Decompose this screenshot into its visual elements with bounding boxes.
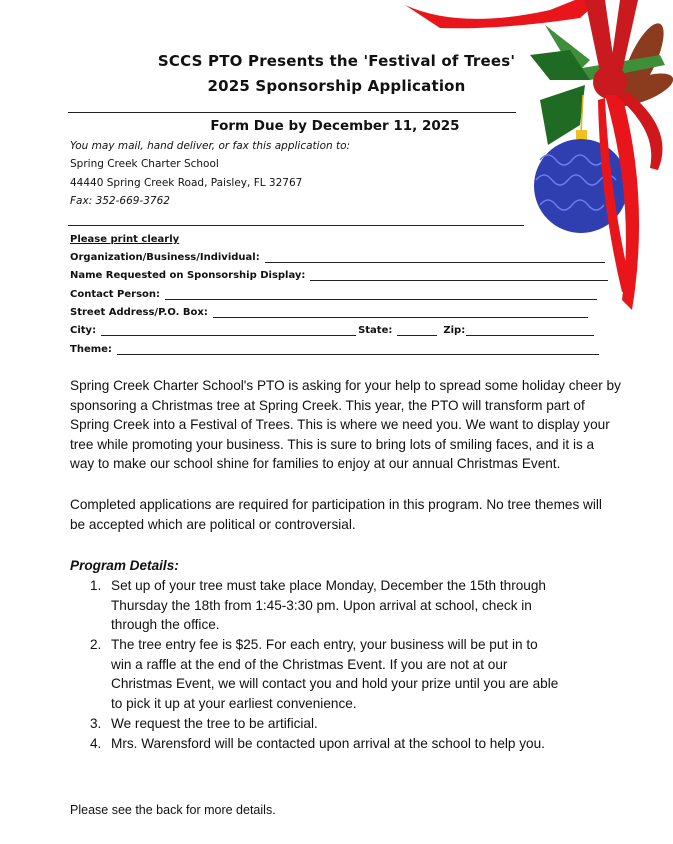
street-field[interactable] [70, 305, 588, 318]
state-label: State: [358, 325, 393, 336]
list-line: Christmas Event, we will contact you and hold your prize until you are able [111, 676, 559, 692]
paragraph-line: Spring Creek into a Festival of Trees. This is where we need you. We want to display your [70, 417, 610, 433]
list-item [90, 576, 546, 635]
list-number: 2. [90, 637, 102, 652]
paragraph-line: tree while promoting your business. This is sure to bring lots of smiling faces, and it is a [70, 436, 595, 452]
list-line: Thursday the 18th from 1:45-3:30 pm. Upon arrival at school, check in [111, 597, 532, 613]
state-line[interactable] [397, 324, 437, 336]
list-number: 3. [90, 716, 102, 731]
theme-label: Theme: [70, 344, 112, 355]
city-line[interactable] [101, 324, 356, 336]
school-name: Spring Creek Charter School [70, 158, 219, 170]
paragraph-line: be accepted which are political or controversial. [70, 516, 356, 532]
requirements-paragraph [70, 495, 602, 534]
list-item [90, 734, 545, 754]
zip-line[interactable] [466, 324, 594, 336]
list-line: to pick it up at your earliest convenience. [111, 695, 357, 711]
zip-label: Zip: [443, 325, 466, 336]
paragraph-line: sponsoring a Christmas tree at Spring Creek. This year, the PTO will transform part of [70, 397, 585, 413]
form-due-date: Form Due by December 11, 2025 [210, 118, 460, 134]
display-name-line[interactable] [310, 269, 608, 281]
intro-paragraph [70, 376, 621, 474]
organization-field[interactable] [70, 250, 605, 263]
program-details-heading: Program Details: [70, 558, 179, 573]
list-line: The tree entry fee is $25. For each entry, your business will be put in to [111, 637, 538, 652]
paragraph-line: Completed applications are required for participation in this program. No tree themes will [70, 497, 602, 512]
street-line[interactable] [213, 306, 588, 318]
list-line: We request the tree to be artificial. [111, 716, 318, 731]
paragraph-line: way to make our school shine for families to enjoy at our annual Christmas Event. [70, 456, 561, 472]
footer-note: Please see the back for more details. [70, 803, 276, 817]
organization-line[interactable] [265, 251, 605, 263]
list-item [90, 714, 318, 734]
fax-number: Fax: 352-669-3762 [70, 195, 170, 207]
organization-label: Organization/Business/Individual: [70, 252, 260, 263]
list-number: 1. [90, 578, 102, 593]
list-line: Mrs. Warensford will be contacted upon arrival at the school to help you. [111, 736, 545, 751]
contact-label: Contact Person: [70, 289, 161, 300]
divider [68, 225, 524, 226]
list-item [90, 635, 558, 713]
street-label: Street Address/P.O. Box: [70, 307, 208, 318]
title-line-1: SCCS PTO Presents the 'Festival of Trees' [157, 52, 516, 70]
display-name-field[interactable] [70, 268, 608, 281]
list-number: 4. [90, 736, 102, 751]
list-line: win a raffle at the end of the Christmas Event. If you are not at our [111, 656, 508, 672]
mailing-intro: You may mail, hand deliver, or fax this application to: [70, 140, 351, 152]
contact-line[interactable] [165, 288, 597, 300]
theme-line[interactable] [117, 343, 599, 355]
city-label: City: [70, 325, 97, 336]
divider [68, 112, 516, 113]
list-line: through the office. [111, 617, 220, 633]
list-line: Set up of your tree must take place Monday, December the 15th through [111, 578, 546, 593]
school-address: 44440 Spring Creek Road, Paisley, FL 32767 [70, 177, 303, 189]
display-name-label: Name Requested on Sponsorship Display: [70, 270, 306, 281]
theme-field[interactable] [70, 342, 599, 355]
title-line-2: 2025 Sponsorship Application [207, 77, 466, 95]
paragraph-line: Spring Creek Charter School's PTO is asking for your help to spread some holiday cheer by [70, 378, 621, 393]
print-clearly-note: Please print clearly [70, 234, 180, 245]
city-state-zip-field[interactable] [70, 323, 594, 336]
contact-field[interactable] [70, 287, 597, 300]
